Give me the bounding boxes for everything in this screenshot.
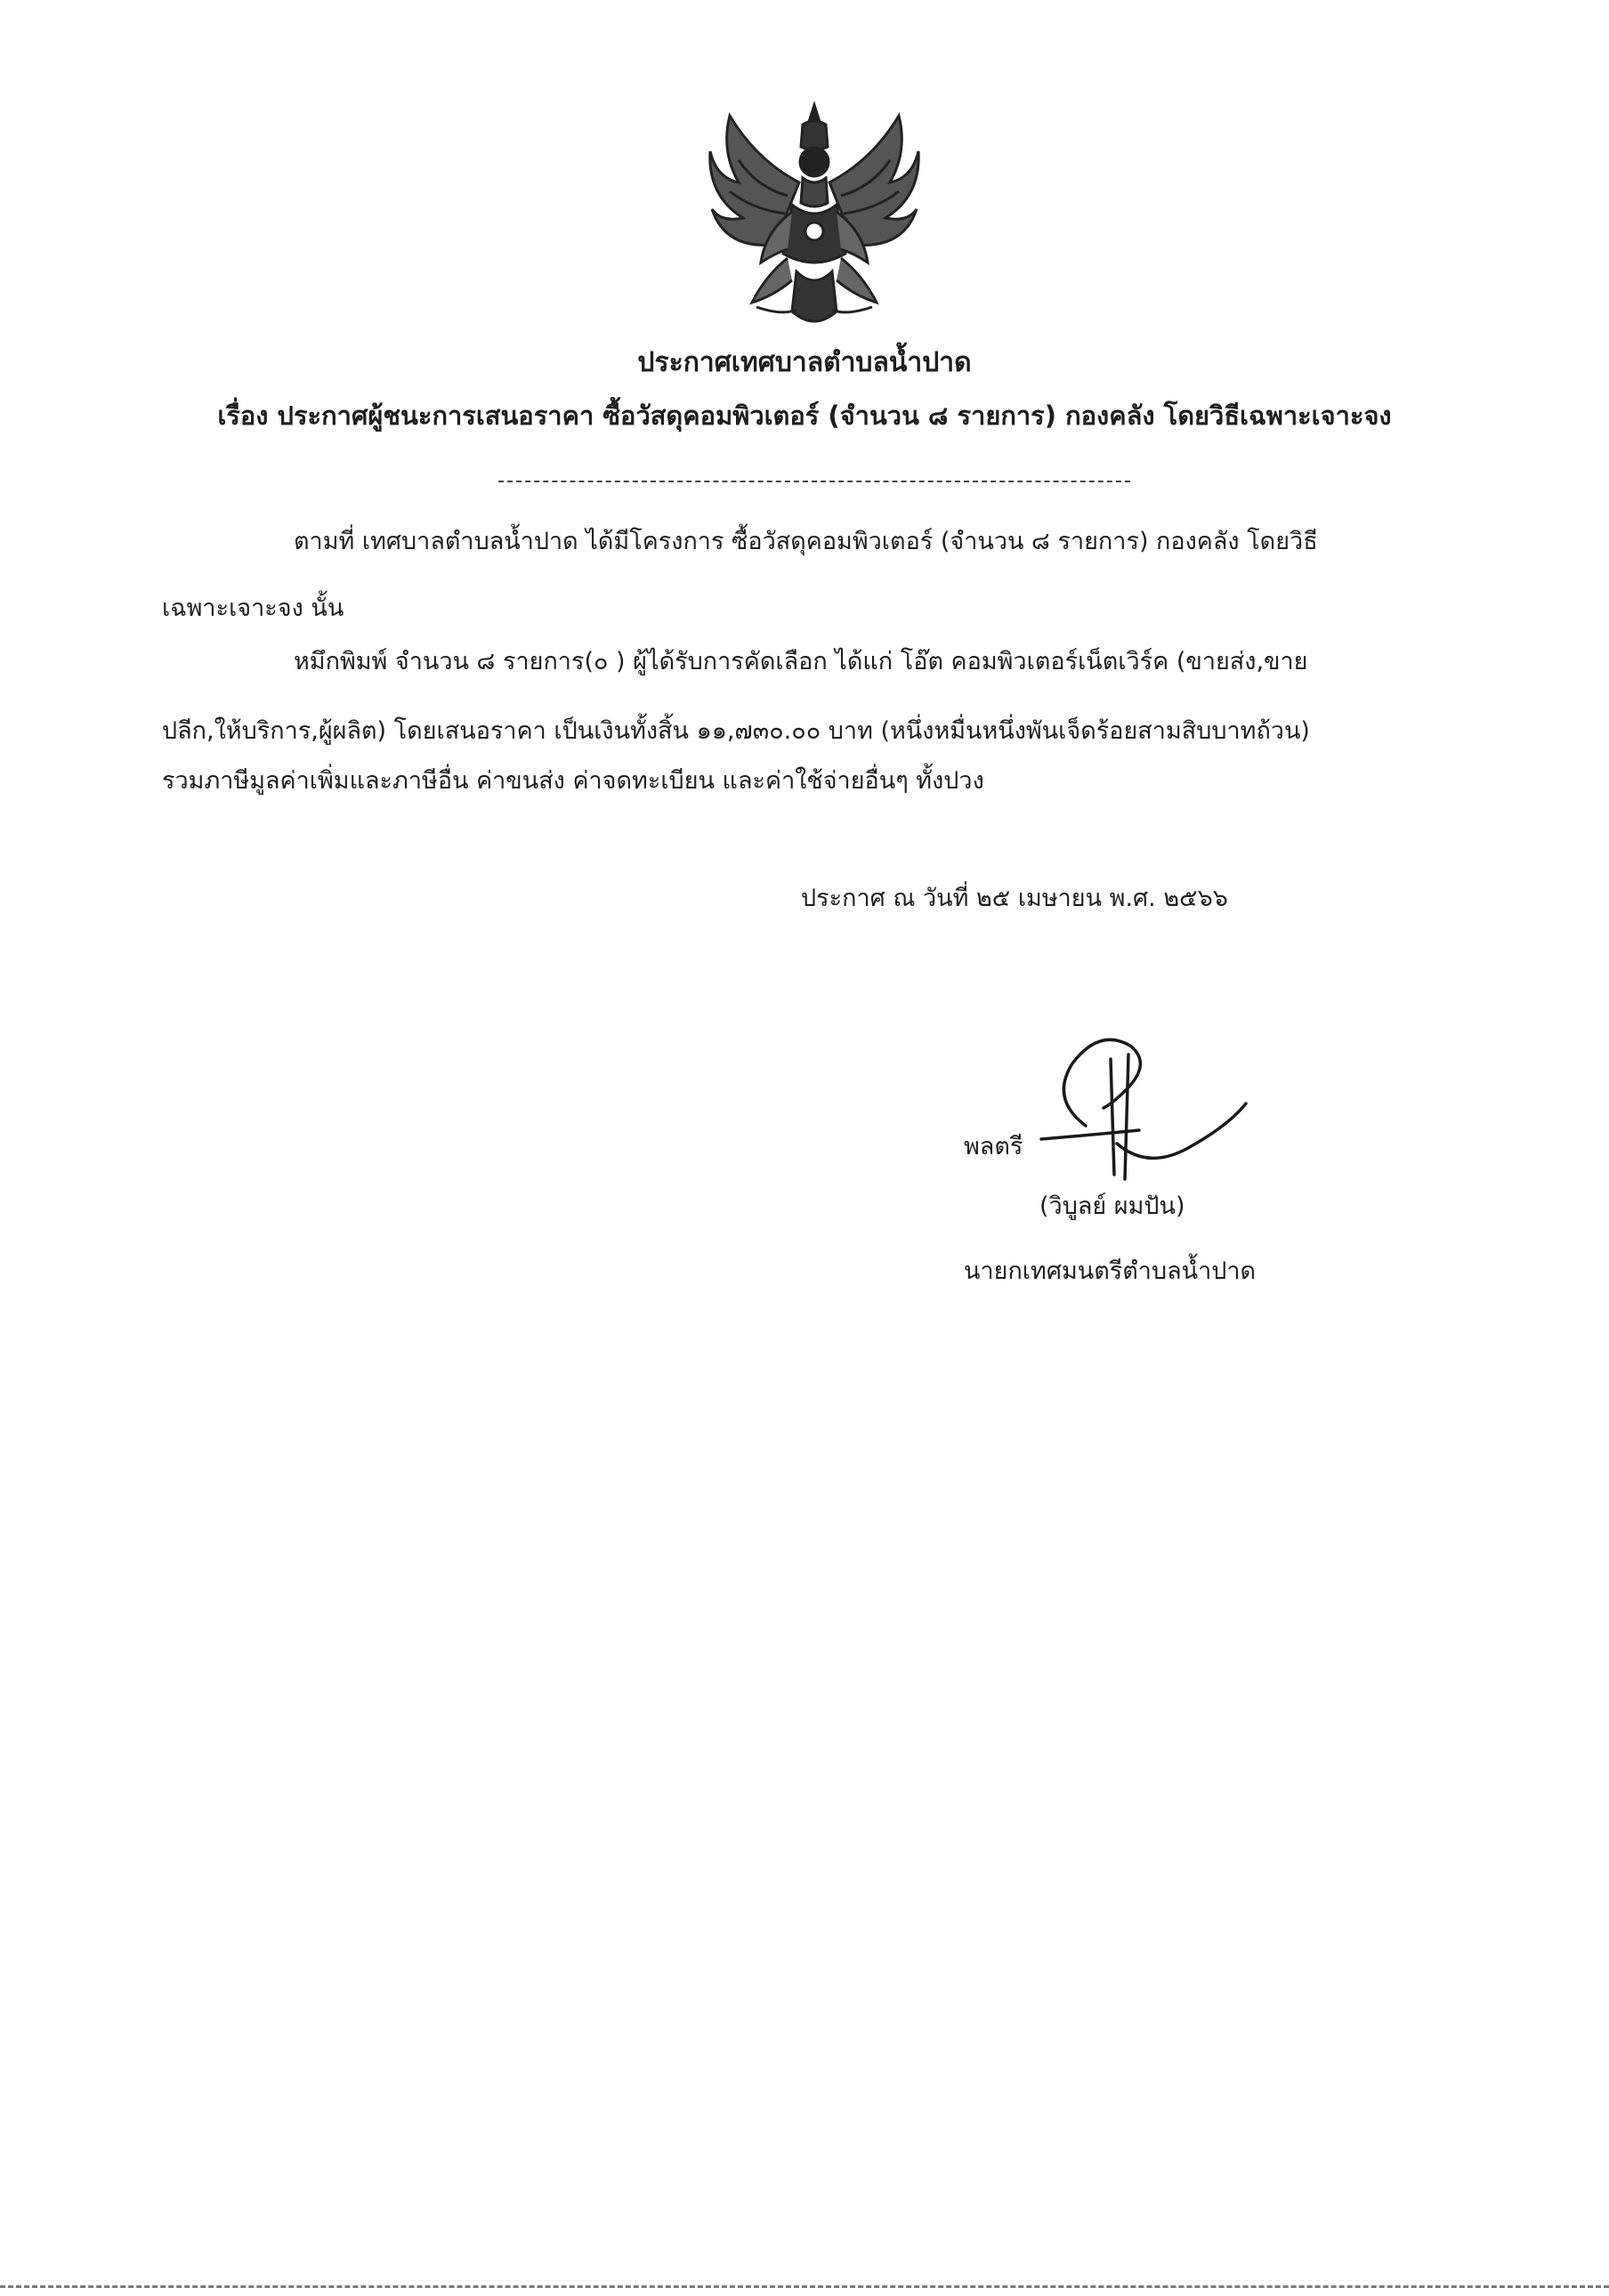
signatory-rank: พลตรี xyxy=(964,1133,1023,1160)
garuda-emblem-icon xyxy=(703,98,926,334)
dashed-divider xyxy=(498,481,1130,482)
paragraph2-line2: ปลีก,ให้บริการ,ผู้ผลิต) โดยเสนอราคา เป็นเงินทั้งสิ้น ๑๑,๗๓๐.๐๐ บาท (หนึ่งหมื่นหนึ่งพันเจ็ดร้อยสามสิบบาทถ้วน) xyxy=(162,717,1310,745)
page-edge-line xyxy=(0,2285,1609,2288)
organization-title: ประกาศเทศบาลตำบลน้ำปาด xyxy=(637,347,972,378)
paragraph2-line1: หมึกพิมพ์ จำนวน ๘ รายการ(๐ ) ผู้ได้รับการคัดเลือก ได้แก่ โอ๊ต คอมพิวเตอร์เน็ตเวิร์ค (ขายส่ง,ขาย xyxy=(294,648,1308,675)
signatory-position: นายกเทศมนตรีตำบลน้ำปาด xyxy=(964,1257,1257,1285)
handwritten-signature-icon xyxy=(1032,1028,1255,1188)
announcement-date: ประกาศ ณ วันที่ ๒๕ เมษายน พ.ศ. ๒๕๖๖ xyxy=(801,885,1228,912)
paragraph2-line3: รวมภาษีมูลค่าเพิ่มและภาษีอื่น ค่าขนส่ง ค่าจดทะเบียน และค่าใช้จ่ายอื่นๆ ทั้งปวง xyxy=(162,767,984,795)
paragraph1-line2: เฉพาะเจาะจง นั้น xyxy=(162,594,344,622)
paragraph1-line1: ตามที่ เทศบาลตำบลน้ำปาด ได้มีโครงการ ซื้อวัสดุคอมพิวเตอร์ (จำนวน ๘ รายการ) กองคลัง โดยวิธี xyxy=(294,528,1318,555)
signatory-name: (วิบูลย์ ผมปัน) xyxy=(1039,1192,1185,1220)
announcement-subject: เรื่อง ประกาศผู้ชนะการเสนอราคา ซื้อวัสดุคอมพิวเตอร์ (จำนวน ๘ รายการ) กองคลัง โดยวิธีเฉพาะเจาะจง xyxy=(217,400,1392,431)
